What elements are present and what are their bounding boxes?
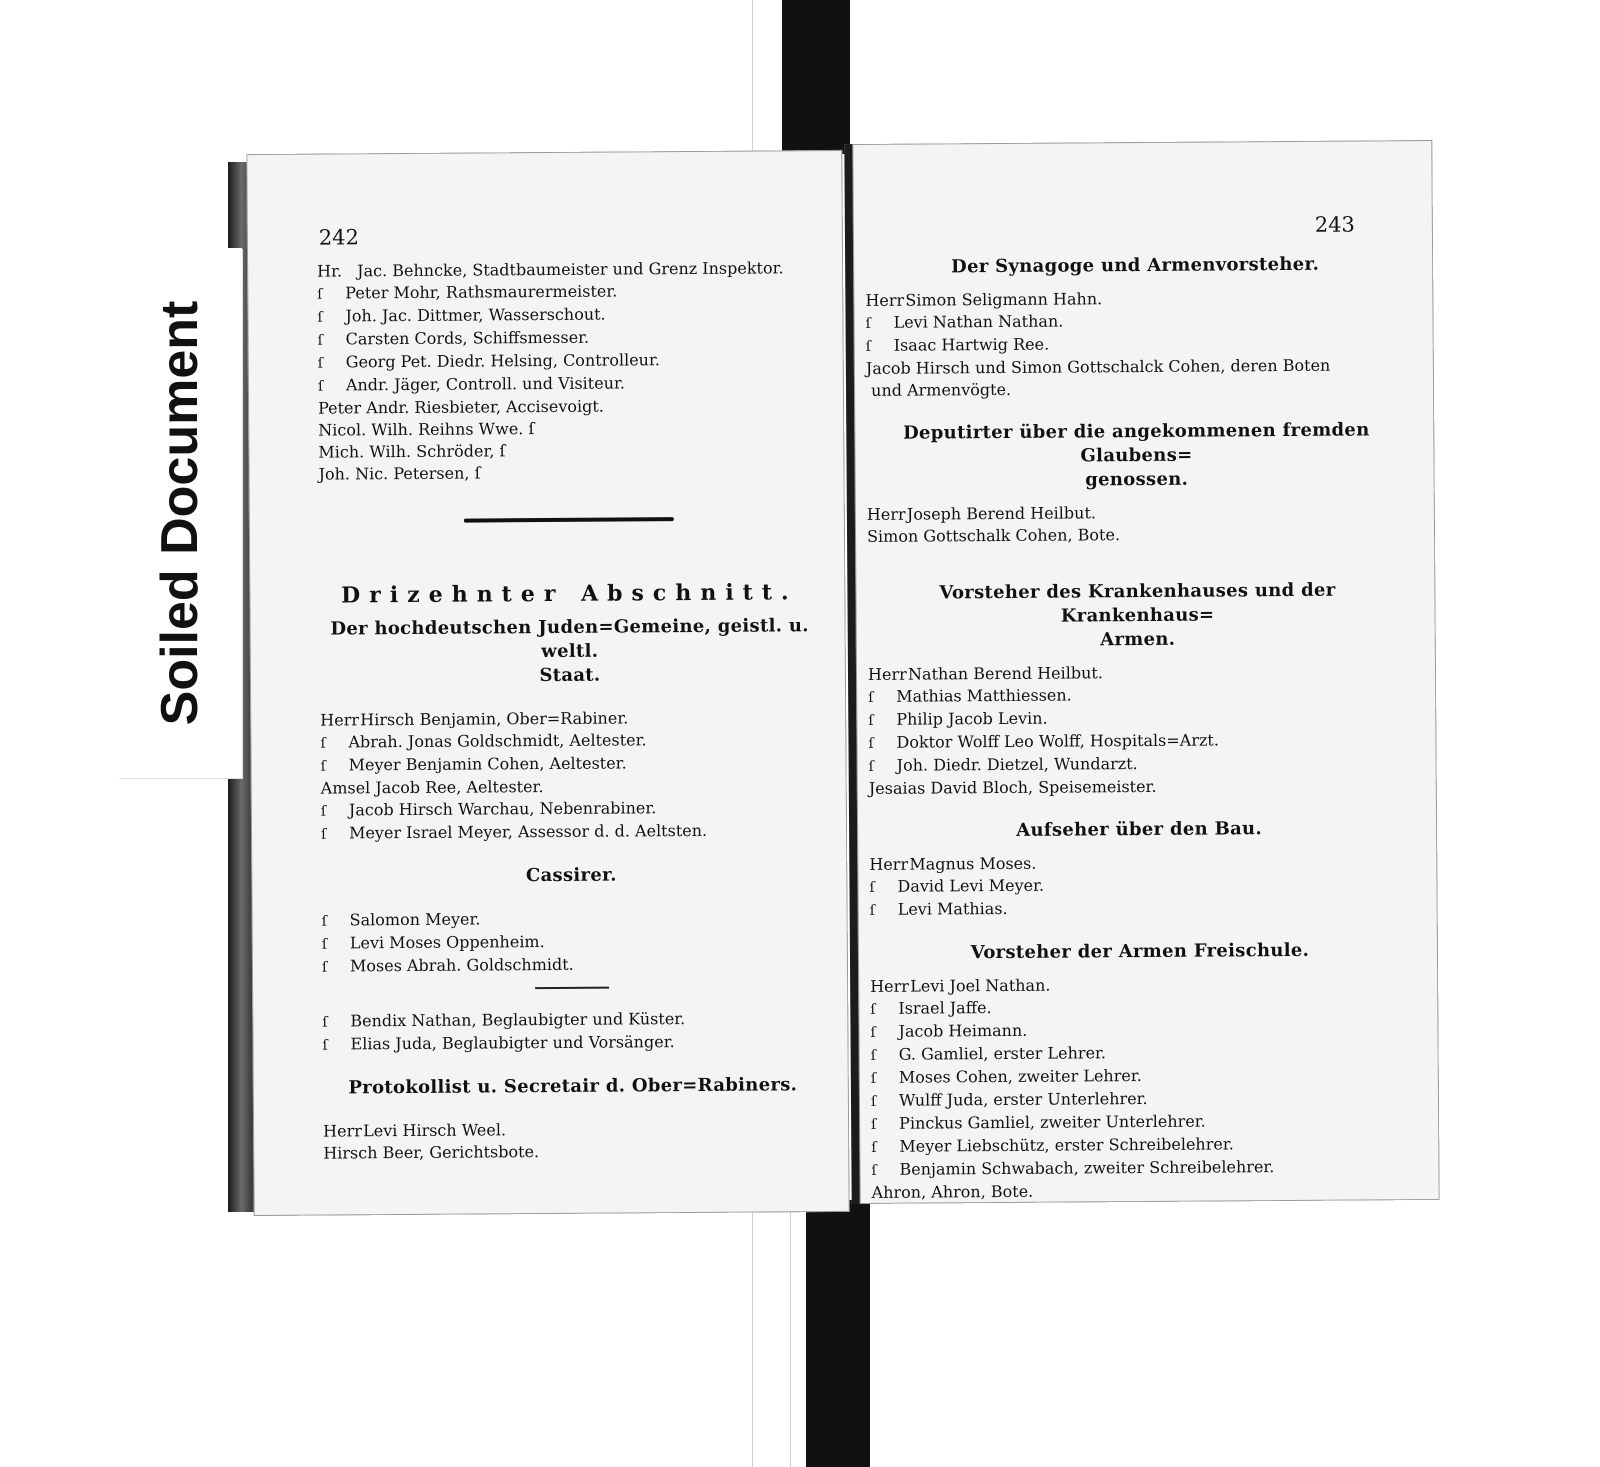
entry-prefix: ſ <box>865 315 871 332</box>
entry-prefix: ſ <box>870 1093 877 1110</box>
list-entry <box>321 796 821 822</box>
entry-text: Doktor Wolff Leo Wolff, Hospitals=Arzt. <box>896 730 1219 752</box>
entry-text: Georg Pet. Diedr. Helsing, Controlleur. <box>345 350 660 372</box>
freischule-heading: Vorsteher der Armen Freischule. <box>970 939 1310 964</box>
entry-text: Levi Mathias. <box>897 898 1008 919</box>
entry-text: Carsten Cords, Schiffsmesser. <box>345 327 590 349</box>
entry-prefix: Hr. <box>317 261 343 281</box>
bau-list <box>869 850 1409 922</box>
entry-prefix: ſ <box>321 936 328 953</box>
section-title: Drizehnter Abschnitt. <box>341 579 798 609</box>
entry-text: Andr. Jäger, Controll. und Visiteur. <box>345 373 626 395</box>
entry-text: Jacob Heimann. <box>898 1020 1028 1041</box>
entry-text: Bendix Nathan, Beglaubigter und Küster. <box>350 1009 686 1031</box>
right-page-content <box>865 252 1412 1204</box>
entry-text: Jacob Hirsch und Simon Gottschalck Cohen, deren Boten <box>865 355 1331 378</box>
entry-text: Joh. Nic. Petersen, ſ <box>318 463 481 484</box>
entry-prefix: Herr <box>323 1121 362 1141</box>
entry-text: Hirsch Benjamin, Ober=Rabiner. <box>360 708 629 730</box>
left-page-content <box>317 257 823 1164</box>
entry-text: Peter Mohr, Rathsmaurermeister. <box>345 281 618 303</box>
label-text: Soiled Document <box>151 300 209 726</box>
entry-prefix: ſ <box>317 332 323 349</box>
list-entry <box>322 1007 822 1033</box>
soiled-document-label <box>118 248 242 778</box>
entry-prefix: Herr <box>869 854 909 874</box>
entry-text: David Levi Meyer. <box>897 875 1045 896</box>
entry-prefix: ſ <box>322 1037 328 1054</box>
entry-prefix: ſ <box>322 1014 328 1031</box>
entry-prefix: ſ <box>870 1001 876 1018</box>
entry-text: Abrah. Jonas Goldschmidt, Aeltester. <box>348 730 647 752</box>
entry-text: Joh. Jac. Dittmer, Wasserschout. <box>345 304 606 326</box>
entry-text: Nathan Berend Heilbut. <box>907 663 1103 684</box>
page-number-left: 242 <box>318 225 360 250</box>
entry-text: Pinckus Gamliel, zweiter Unterlehrer. <box>899 1111 1206 1133</box>
entry-prefix: ſ <box>321 959 328 976</box>
entry-text: Philip Jacob Levin. <box>896 708 1048 729</box>
entry-prefix: Herr <box>870 976 909 996</box>
entry-prefix: ſ <box>320 735 326 752</box>
entry-prefix: ſ <box>868 735 874 752</box>
entry-prefix: ſ <box>870 1070 877 1087</box>
entry-prefix: ſ <box>320 826 327 843</box>
entry-prefix: ſ <box>869 879 875 896</box>
entry-text: Israel Jaffe. <box>898 998 992 1018</box>
entry-text: Moses Cohen, zweiter Lehrer. <box>898 1066 1142 1087</box>
entry-text: Levi Nathan Nathan. <box>893 311 1064 332</box>
entry-prefix: ſ <box>868 689 874 706</box>
entry-text: Meyer Benjamin Cohen, Aeltester. <box>348 753 627 775</box>
list-entry <box>322 929 822 955</box>
entry-text: Levi Hirsch Weel. <box>363 1120 507 1141</box>
list-entry <box>322 1030 822 1056</box>
list-entry <box>317 302 817 328</box>
official-list <box>317 257 819 485</box>
entry-prefix: Herr <box>867 664 907 684</box>
freischule-list <box>870 972 1412 1204</box>
entry-prefix: ſ <box>317 355 324 372</box>
entry-prefix: ſ <box>870 1024 876 1041</box>
entry-text: Wulff Juda, erster Unterlehrer. <box>898 1088 1148 1110</box>
entry-prefix: ſ <box>317 286 323 303</box>
protokollist-heading: Protokollist u. Secretair d. Ober=Rabiners. <box>348 1074 798 1099</box>
entry-prefix: ſ <box>320 758 326 775</box>
list-entry <box>317 279 817 305</box>
list-entry <box>872 1178 1412 1204</box>
entry-text: Peter Andr. Riesbieter, Accisevoigt. <box>318 396 604 418</box>
entry-prefix: Herr <box>320 710 360 730</box>
kuester-list <box>322 1007 822 1056</box>
entry-text: Mich. Wilh. Schröder, ſ <box>318 441 506 462</box>
entry-text: Levi Moses Oppenheim. <box>349 932 545 953</box>
entry-text: Jesaias David Bloch, Speisemeister. <box>868 776 1157 798</box>
binding-strap-top <box>782 0 850 154</box>
entry-text: Simon Seligmann Hahn. <box>905 289 1103 310</box>
entry-text: G. Gamliel, erster Lehrer. <box>898 1043 1107 1064</box>
list-entry <box>320 751 820 777</box>
entry-prefix: ſ <box>868 758 874 775</box>
deputirter-list <box>867 500 1407 548</box>
entry-text: Amsel Jacob Ree, Aeltester. <box>320 777 544 798</box>
staat-list <box>320 706 821 845</box>
entry-text: Levi Joel Nathan. <box>910 975 1051 996</box>
entry-text: Elias Juda, Beglaubigter und Vorsänger. <box>350 1032 675 1054</box>
list-entry <box>318 348 818 374</box>
list-entry <box>323 1139 823 1164</box>
list-entry <box>322 906 822 932</box>
entry-text: Moses Abrah. Goldschmidt. <box>349 954 574 976</box>
list-entry <box>866 354 1406 380</box>
section-subtitle-cont: Staat. <box>539 664 601 687</box>
kranken-list <box>868 660 1409 800</box>
entry-prefix: ſ <box>317 378 324 395</box>
kranken-heading: Vorsteher des Krankenhauses und der Krankenhaus= <box>939 579 1336 627</box>
protokollist-list <box>323 1117 823 1164</box>
list-entry <box>322 952 822 978</box>
page-number-right: 243 <box>1314 212 1355 237</box>
entry-prefix: ſ <box>869 902 875 919</box>
entry-prefix: Herr <box>866 504 906 524</box>
entry-prefix: ſ <box>871 1116 877 1133</box>
bau-heading: Aufseher über den Bau. <box>1016 818 1263 841</box>
entry-text: Hirsch Beer, Gerichtsbote. <box>323 1142 540 1163</box>
entry-prefix: ſ <box>865 338 871 355</box>
entry-text: Magnus Moses. <box>909 853 1037 874</box>
binding-strap-bottom <box>806 1200 870 1467</box>
entry-text: Isaac Hartwig Ree. <box>893 334 1050 355</box>
synagoge-list <box>865 286 1406 402</box>
list-entry <box>320 728 820 754</box>
entry-text: Nicol. Wilh. Reihns Wwe. ſ <box>318 419 535 440</box>
right-page <box>844 140 1439 1204</box>
entry-text: und Armenvögte. <box>865 379 1012 400</box>
entry-text: Meyer Liebschütz, erster Schreibelehrer. <box>899 1134 1234 1156</box>
entry-prefix: ſ <box>320 803 327 820</box>
entry-prefix: Herr <box>865 290 905 310</box>
entry-text: Ahron, Ahron, Bote. <box>871 1181 1034 1202</box>
left-page <box>246 150 849 1216</box>
list-entry <box>318 325 818 351</box>
entry-prefix: ſ <box>868 712 874 729</box>
list-entry <box>321 819 821 845</box>
cassirer-heading: Cassirer. <box>525 864 617 887</box>
deputirter-heading-cont: genossen. <box>1085 468 1189 491</box>
entry-prefix: ſ <box>871 1139 877 1156</box>
entry-text: Salomon Meyer. <box>349 909 481 930</box>
entry-prefix: ſ <box>321 913 327 930</box>
entry-text: Simon Gottschalk Cohen, Bote. <box>866 525 1121 546</box>
entry-text: Benjamin Schwabach, zweiter Schreibelehrer. <box>899 1157 1275 1179</box>
deputirter-heading: Deputirter über die angekommenen fremden Glaubens= <box>903 419 1370 467</box>
entry-prefix: ſ <box>870 1047 876 1064</box>
synagoge-heading: Der Synagoge und Armenvorsteher. <box>951 253 1320 278</box>
entry-text: Joseph Berend Heilbut. <box>906 503 1097 524</box>
entry-text: Meyer Israel Meyer, Assessor d. d. Aeltsten. <box>348 820 708 843</box>
kranken-heading-cont: Armen. <box>1100 628 1176 651</box>
entry-text: Jacob Hirsch Warchau, Nebenrabiner. <box>348 798 657 820</box>
cassirer-list <box>322 906 822 978</box>
entry-prefix: ſ <box>317 309 323 326</box>
entry-text: Mathias Matthiessen. <box>896 685 1072 706</box>
entry-text: Jac. Behncke, Stadtbaumeister und Grenz Inspektor. <box>357 258 784 281</box>
list-entry <box>317 257 817 282</box>
section-subtitle: Der hochdeutschen Juden=Gemeine, geistl. u. weltl. <box>330 615 809 663</box>
entry-prefix: ſ <box>871 1162 877 1179</box>
entry-text: Joh. Diedr. Dietzel, Wundarzt. <box>896 754 1138 775</box>
